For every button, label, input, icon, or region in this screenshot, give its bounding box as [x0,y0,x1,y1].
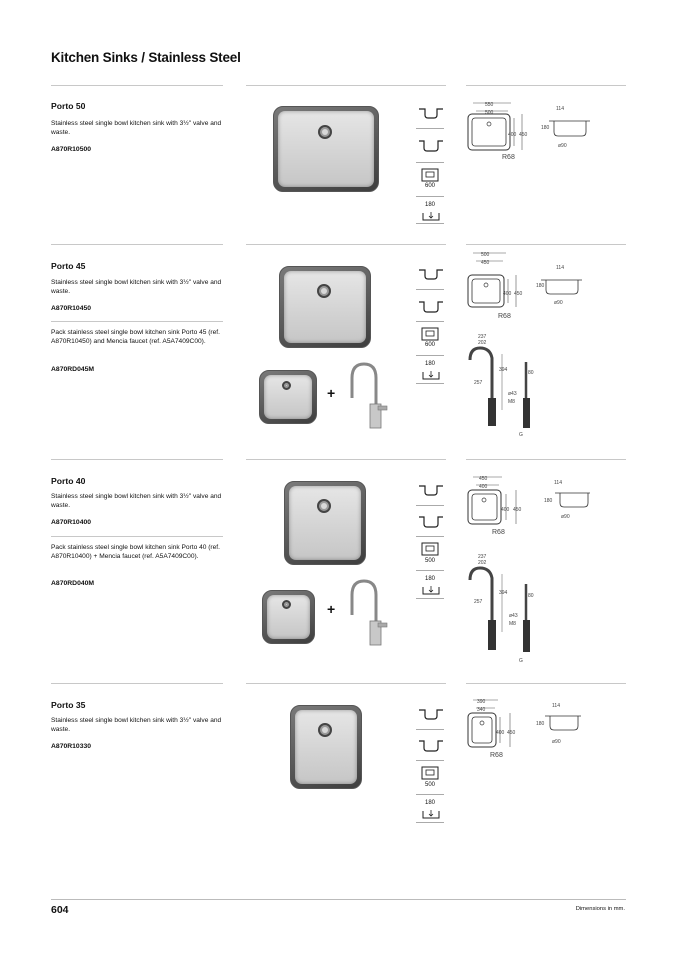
dim-radius: R68 [490,752,503,759]
sink-image [273,106,379,192]
section-title: Porto 40 [51,476,86,486]
dim-faucet-257: 257 [474,380,483,386]
depth-value: 180 [424,361,435,367]
dim-diameter: ø90 [554,300,563,306]
dim-faucet-394: 394 [499,590,508,596]
divider [246,683,446,684]
faucet-technical-drawing [466,550,546,670]
divider [246,85,446,86]
cabinet-size: 600 [424,342,435,348]
divider [466,85,626,86]
depth-value: 180 [424,202,435,208]
plus-icon: + [327,601,336,617]
dim-faucet-257: 257 [474,599,483,605]
dim-depth-outer: 450 [513,507,522,513]
dim-faucet-g: G [519,432,523,438]
product-reference: A870R10400 [51,519,92,526]
dim-faucet-g: G [519,658,523,664]
dim-faucet-m8: M8 [508,399,515,405]
dim-radius: R68 [492,529,505,536]
depth-value: 180 [424,576,435,582]
dim-diameter: ø90 [558,143,567,149]
dim-depth-outer: 450 [507,730,516,736]
cabinet-size: 500 [424,558,435,564]
sink-inset-icon [417,296,445,316]
cabinet-icon [421,542,439,556]
product-description: Stainless steel single bowl kitchen sink with 3½" valve and waste. [51,493,222,510]
cabinet-size: 600 [424,183,435,189]
dim-faucet-80: 80 [528,370,534,376]
technical-drawing [466,474,596,544]
dim-width-inner: 340 [477,707,486,713]
sink-image [279,266,371,348]
section-title: Porto 45 [51,261,86,271]
divider [51,683,223,684]
faucet-image [344,360,388,435]
divider [51,321,223,322]
dim-diameter: ø90 [561,514,570,520]
pack-reference: A870RD040M [51,580,95,587]
dim-width-inner: 500 [485,110,494,116]
dim-faucet-diameter: ø43 [509,613,518,619]
dim-114: 114 [556,265,564,271]
sink-profile-icon [417,103,445,123]
divider [246,459,446,460]
dim-180: 180 [541,125,550,131]
dim-faucet-diameter: ø43 [508,391,517,397]
dim-114: 114 [554,480,562,486]
pack-description: Pack stainless steel single bowl kitchen sink Porto 45 (ref. A870R10450) and Mencia faucet (ref. A5A7409C00). [51,329,220,346]
cabinet-icon [421,327,439,341]
dim-faucet-237: 237 [478,554,487,560]
cabinet-icon [421,168,439,182]
product-reference: A870R10500 [51,146,92,153]
divider [466,459,626,460]
dim-faucet-202: 202 [478,340,487,346]
dim-180: 180 [544,498,553,504]
dim-width-outer: 500 [481,252,490,258]
pack-sink-image [262,590,315,644]
divider [246,244,446,245]
product-description: Stainless steel single bowl kitchen sink with 3½" valve and waste. [51,279,222,296]
dim-width-outer: 450 [479,476,488,482]
dim-depth-inner: 400 [503,291,512,297]
faucet-technical-drawing [466,330,546,445]
sink-profile-icon [417,480,445,500]
dim-114: 114 [556,106,564,112]
depth-icon [422,209,440,227]
product-reference: A870R10330 [51,743,92,750]
dim-width-outer: 390 [477,699,486,705]
divider [466,244,626,245]
pack-reference: A870RD045M [51,366,95,373]
dim-faucet-202: 202 [478,560,487,566]
depth-value: 180 [424,800,435,806]
dim-faucet-80: 80 [528,593,534,599]
dim-114: 114 [552,703,560,709]
technical-drawing [466,100,596,170]
dim-depth-inner: 400 [508,132,517,138]
dim-depth-inner: 400 [496,730,505,736]
dim-radius: R68 [498,313,511,320]
cabinet-icon [421,766,439,780]
dim-width-outer: 550 [485,102,494,108]
dim-depth-outer: 450 [514,291,523,297]
product-reference: A870R10450 [51,305,92,312]
sink-inset-icon [417,135,445,155]
dim-radius: R68 [502,154,515,161]
product-description: Stainless steel single bowl kitchen sink with 3½" valve and waste. [51,120,222,137]
dim-180: 180 [536,283,545,289]
sink-image [284,481,366,565]
dim-depth-inner: 400 [501,507,510,513]
plus-icon: + [327,385,336,401]
sink-image [290,705,362,789]
dim-faucet-237: 237 [478,334,487,340]
dim-diameter: ø90 [552,739,561,745]
product-description: Stainless steel single bowl kitchen sink with 3½" valve and waste. [51,717,222,734]
sink-profile-icon [417,264,445,284]
divider [466,683,626,684]
page-number: 604 [51,904,69,916]
sink-inset-icon [417,511,445,531]
section-title: Porto 50 [51,101,86,111]
dim-width-inner: 400 [479,484,488,490]
dim-width-inner: 450 [481,260,490,266]
technical-drawing [466,250,596,325]
cabinet-size: 500 [424,782,435,788]
dim-180: 180 [536,721,545,727]
footer-note: Dimensions in mm. [575,906,625,912]
pack-description: Pack stainless steel single bowl kitchen sink Porto 40 (ref. A870R10400) + Mencia faucet (ref. A5A7409C00). [51,544,220,561]
pack-sink-image [259,370,317,424]
section-title: Porto 35 [51,700,86,710]
divider [51,536,223,537]
technical-drawing [466,697,596,767]
footer-divider [51,899,626,900]
sink-profile-icon [417,704,445,724]
page-title: Kitchen Sinks / Stainless Steel [51,50,241,65]
divider [51,244,223,245]
faucet-image [344,577,388,652]
dim-depth-outer: 450 [519,132,528,138]
divider [51,85,223,86]
dim-faucet-394: 394 [499,367,508,373]
dim-faucet-m8: M8 [509,621,516,627]
sink-inset-icon [417,735,445,755]
divider [51,459,223,460]
